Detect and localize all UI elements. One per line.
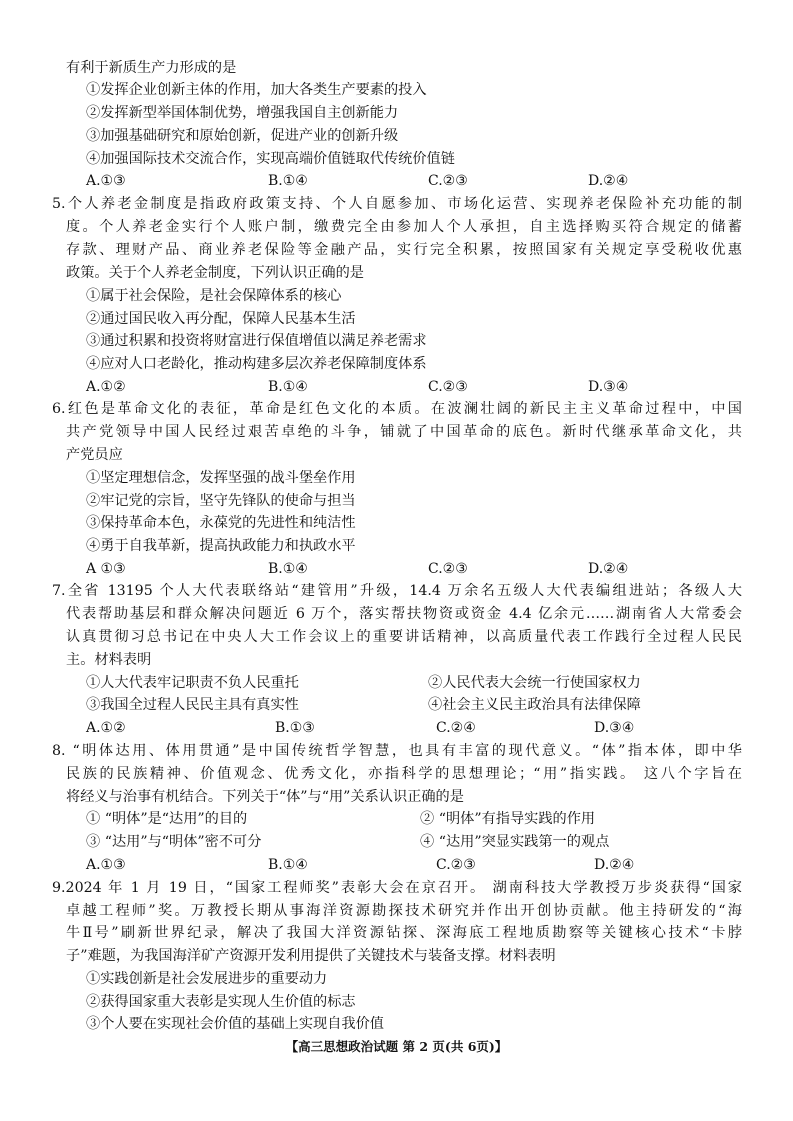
q5-stem-line-4: 政策。关于个人养老金制度，下列认识正确的是 (66, 265, 364, 281)
q7-choice-d: D.③④ (594, 720, 635, 736)
q7-stem-line-1: 7.全省 13195 个人大代表联络站“建管用”升级，14.4 万余名五级人大代表编组进站；各级人大 (52, 583, 742, 599)
q5-option-4: ④应对人口老龄化，推动构建多层次养老保障制度体系 (86, 356, 427, 372)
q8-option-3: ③ “达用”与“明体”密不可分 (86, 834, 262, 850)
q5-choice-b: B.①④ (268, 379, 308, 395)
q5-stem-line-1: 5.个人养老金制度是指政府政策支持、个人自愿参加、市场化运营、实现养老保险补充功能的制 (52, 196, 742, 212)
q8-option-1: ① “明体”是“达用”的目的 (86, 811, 248, 827)
q8-choice-d: D.②④ (594, 857, 635, 873)
q5-stem-line-3: 存款、理财产品、商业养老保险等金融产品，实行完全积累，按照国家有关规定享受税收优惠 (66, 242, 742, 258)
q4-choice-d: D.②④ (588, 173, 629, 189)
q4-option-1: ①发挥企业创新主体的作用，加大各类生产要素的投入 (86, 82, 427, 98)
q6-choice-b: B.①④ (268, 561, 308, 577)
q5-option-3: ③通过积累和投资将财富进行保值增值以满足养老需求 (86, 333, 427, 349)
q7-choice-c: C.②④ (436, 720, 476, 736)
q4-option-2: ②发挥新型举国体制优势，增强我国自主创新能力 (86, 105, 399, 121)
q7-option-2: ②人民代表大会统一行使国家权力 (428, 675, 641, 691)
q9-stem-line-2: 卓越工程师”奖。万教授长期从事海洋资源勘探技术研究并作出开创协贡献。他主持研发的“海 (66, 903, 742, 919)
page-footer: 【高三思想政治试题 第 2 页(共 6页)】 (285, 1039, 508, 1054)
q6-choice-c: C.②③ (428, 561, 468, 577)
q4-option-4: ④加强国际技术交流合作，实现高端价值链取代传统价值链 (86, 151, 455, 167)
q6-option-2: ②牢记党的宗旨，坚守先锋队的使命与担当 (86, 493, 356, 509)
q4-stem-tail: 有利于新质生产力形成的是 (66, 60, 237, 76)
q7-choice-a: A.①② (86, 720, 126, 736)
q5-choice-c: C.②③ (428, 379, 468, 395)
q4-choice-c: C.②③ (428, 173, 468, 189)
q5-option-2: ②通过国民收入再分配，保障人民基本生活 (86, 311, 356, 327)
q5-choice-d: D.③④ (588, 379, 629, 395)
q4-option-3: ③加强基础研究和原始创新，促进产业的创新升级 (86, 128, 399, 144)
q7-stem-line-4: 主。材料表明 (66, 652, 152, 668)
q9-option-2: ②获得国家重大表彰是实现人生价值的标志 (86, 994, 356, 1010)
q9-stem-line-4: 子”难题，为我国海洋矿产资源开发利用提供了关键技术与装备支撑。材料表明 (66, 948, 556, 964)
q4-choice-a: A.①③ (86, 173, 126, 189)
q8-option-4: ④ “达用”突显实践第一的观点 (420, 834, 610, 850)
q8-stem-line-1: 8. “明体达用、体用贯通”是中国传统哲学智慧，也具有丰富的现代意义。“体”指本体，即中华 (52, 743, 742, 759)
q9-option-1: ①实践创新是社会发展进步的重要动力 (86, 971, 328, 987)
q6-option-3: ③保持革命本色，永葆党的先进性和纯洁性 (86, 515, 356, 531)
q5-option-1: ①属于社会保险，是社会保障体系的核心 (86, 288, 342, 304)
q7-option-3: ③我国全过程人民民主具有真实性 (86, 697, 299, 713)
q8-choice-c: C.②③ (436, 857, 476, 873)
q6-option-1: ①坚定理想信念，发挥坚强的战斗堡垒作用 (86, 470, 356, 486)
q8-stem-line-3: 将经义与治事有机结合。下列关于“体”与“用”关系认识正确的是 (66, 789, 464, 805)
q6-choice-d: D.②④ (588, 561, 629, 577)
q5-choice-a: A.①② (86, 379, 126, 395)
q6-stem-line-1: 6.红色是革命文化的表征，革命是红色文化的本质。在波澜壮阔的新民主主义革命过程中，中国 (52, 401, 742, 417)
q6-option-4: ④勇于自我革新，提高执政能力和执政水平 (86, 538, 356, 554)
q4-choice-b: B.①④ (268, 173, 308, 189)
q9-stem-line-3: 牛Ⅱ号”刷新世界纪录，解决了我国大洋资源钻探、深海底工程地质勘察等关键核心技术“卡脖 (66, 925, 742, 941)
q7-stem-line-3: 认真贯彻习总书记在中央人大工作会议上的重要讲话精神，以高质量代表工作践行全过程人民民 (66, 629, 742, 645)
q6-stem-line-2: 共产党领导中国人民经过艰苦卓绝的斗争，铺就了中国革命的底色。新时代继承革命文化，共 (66, 424, 742, 440)
q9-option-3: ③个人要在实现社会价值的基础上实现自我价值 (86, 1016, 384, 1032)
q8-stem-line-2: 民族的民族精神、价值观念、优秀文化，亦指科学的思想理论；“用”指实践。 这八个字旨在 (66, 766, 742, 782)
q7-stem-line-2: 代表帮助基层和群众解决问题近 6 万个，落实帮扶物资或资金 4.4 亿余元……湖南省人大常委会 (66, 606, 742, 622)
q7-choice-b: B.①③ (275, 720, 315, 736)
q7-option-1: ①人大代表牢记职责不负人民重托 (86, 675, 299, 691)
q5-stem-line-2: 度。个人养老金实行个人账户制，缴费完全由参加人个人承担，自主选择购买符合规定的储蓄 (66, 219, 742, 235)
q8-option-2: ② “明体”有指导实践的作用 (420, 811, 596, 827)
q8-choice-a: A.①③ (86, 857, 126, 873)
q6-choice-a: A ①③ (86, 561, 126, 577)
q9-stem-line-1: 9.2024 年 1 月 19 日，“国家工程师奖”表彰大会在京召开。 湖南科技大学教授万步炎获得“国家 (52, 880, 742, 896)
q6-stem-line-3: 产党员应 (66, 447, 123, 463)
q7-option-4: ④社会主义民主政治具有法律保障 (428, 697, 641, 713)
q8-choice-b: B.①④ (268, 857, 308, 873)
